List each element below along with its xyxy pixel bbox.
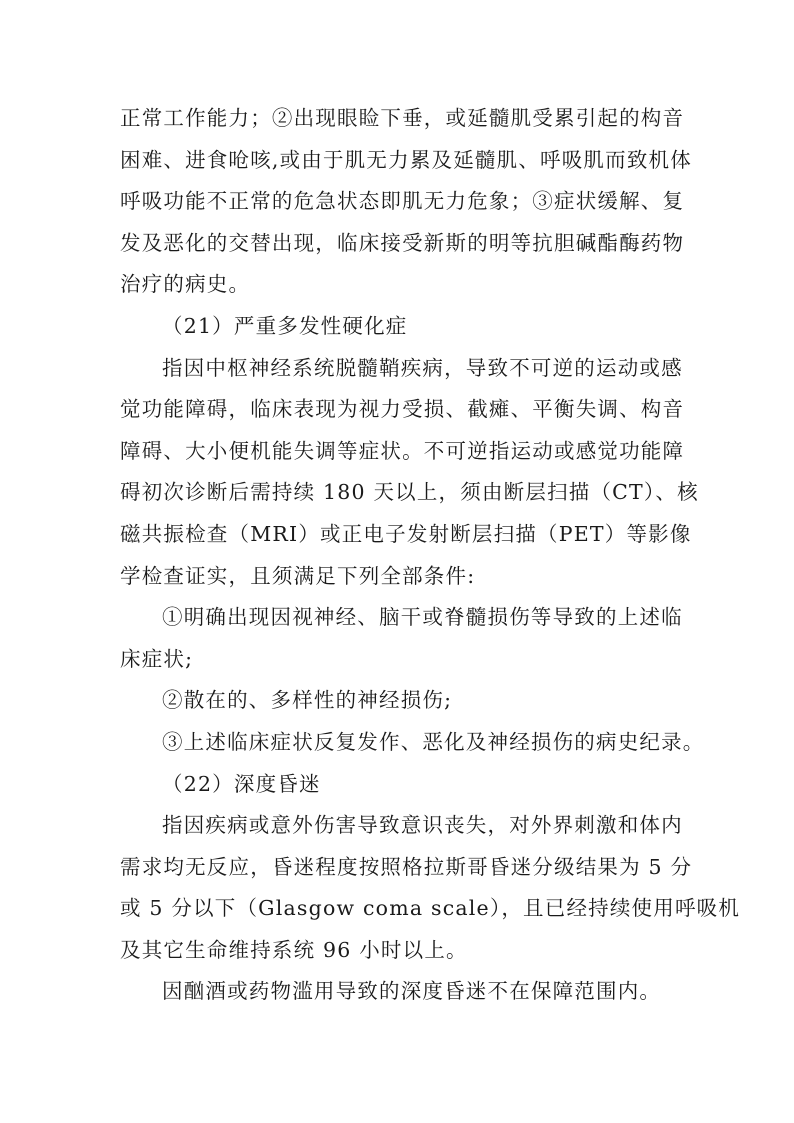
- section-heading-22: （22）深度昏迷: [162, 771, 321, 796]
- paragraph-line: 指因中枢神经系统脱髓鞘疾病，导致不可逆的运动或感: [162, 355, 683, 380]
- document-body: [120, 98, 741, 1013]
- condition-item-2: ②散在的、多样性的神经损伤;: [162, 688, 453, 713]
- paragraph-line: 碍初次诊断后需持续 180 天以上，须由断层扫描（CT）、核: [120, 480, 699, 505]
- exclusion-note: 因酗酒或药物滥用导致的深度昏迷不在保障范围内。: [162, 979, 662, 1004]
- paragraph-line: 需求均无反应，昏迷程度按照格拉斯哥昏迷分级结果为 5 分: [120, 854, 693, 879]
- paragraph-line: 或 5 分以下（Glasgow coma scale），且已经持续使用呼吸机: [120, 896, 741, 921]
- paragraph-line: 呼吸功能不正常的危急状态即肌无力危象；③症状缓解、复: [120, 189, 685, 214]
- section-heading-21: （21）严重多发性硬化症: [162, 313, 408, 338]
- paragraph-line: 及其它生命维持系统 96 小时以上。: [120, 937, 468, 962]
- condition-item-1: ①明确出现因视神经、脑干或脊髓损伤等导致的上述临: [162, 605, 683, 630]
- paragraph-line: 指因疾病或意外伤害导致意识丧失，对外界刺激和体内: [162, 813, 683, 838]
- paragraph-line: 障碍、大小便机能失调等症状。不可逆指运动或感觉功能障: [120, 438, 685, 463]
- paragraph-line: 正常工作能力；②出现眼睑下垂，或延髓肌受累引起的构音: [120, 106, 685, 130]
- condition-item-3: ③上述临床症状反复发作、恶化及神经损伤的病史纪录。: [162, 729, 705, 754]
- paragraph-line: 治疗的病史。: [120, 272, 251, 297]
- paragraph-line: 学检查证实，且须满足下列全部条件:: [120, 563, 476, 588]
- paragraph-line: 觉功能障碍，临床表现为视力受损、截瘫、平衡失调、构音: [120, 397, 685, 422]
- paragraph-line: 磁共振检查（MRI）或正电子发射断层扫描（PET）等影像: [120, 521, 692, 546]
- paragraph-line: 发及恶化的交替出现，临床接受新斯的明等抗胆碱酯酶药物: [120, 230, 685, 255]
- paragraph-line: 困难、进食呛咳,或由于肌无力累及延髓肌、呼吸肌而致机体: [120, 147, 692, 172]
- paragraph-line: 床症状;: [120, 646, 194, 671]
